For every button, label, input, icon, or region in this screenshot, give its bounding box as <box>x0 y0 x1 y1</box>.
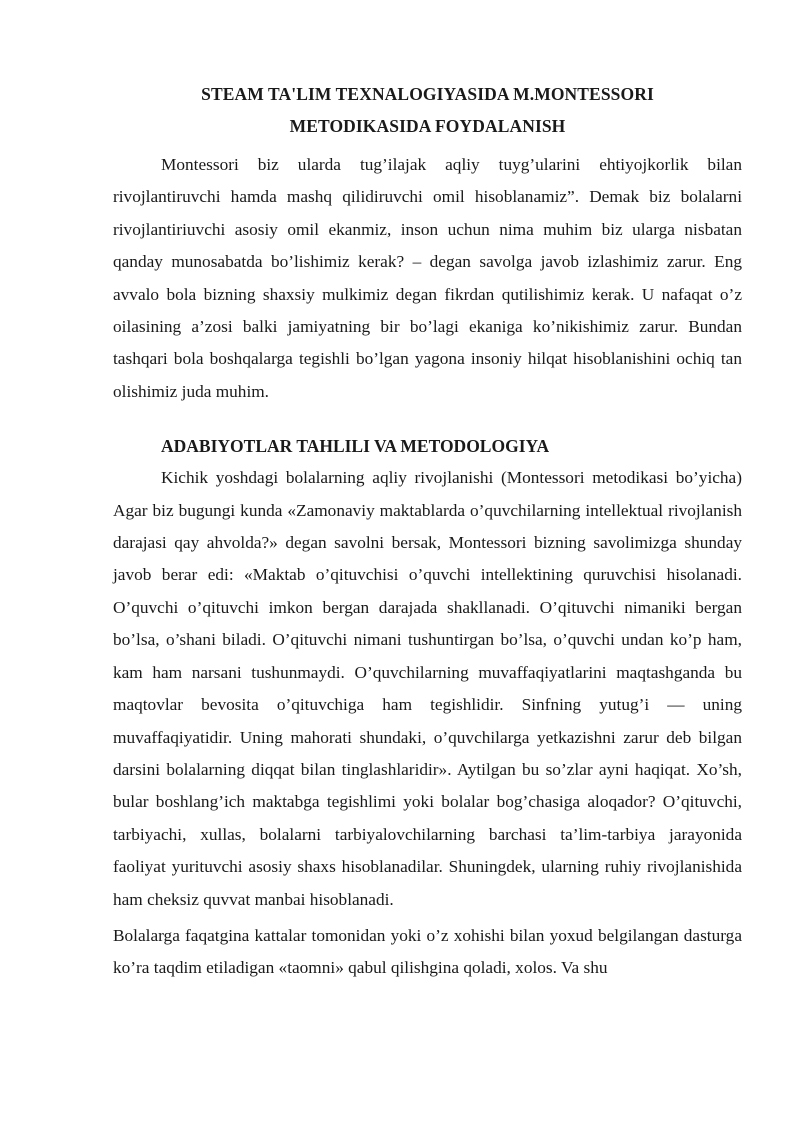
paragraph-intro: Montessori biz ularda tug’ilajak aqliy tuyg’ularini ehtiyojkorlik bilan rivojlantiruvchi hamda mashq qilidiruvchi omil hisoblanamiz”. Demak biz bolalarni rivojlantiriuvchi asosiy omil ekanmiz, inson uchun nima muhim biz ularga nisbatan qanday munosabatda bo’lishimiz kerak? – degan savolga javob izlashimiz zarur. Eng avvalo bola bizning shaxsiy mulkimiz degan fikrdan qutilishimiz kerak. U nafaqat o’z oilasining a’zosi balki jamiyatning bir bo’lagi ekaniga ko’nikishimiz zarur. Bundan tashqari bola boshqalarga tegishli bo’lgan yagona insoniy hilqat hisoblanishini ochiq tan olishimiz juda muhim. <box>113 155 742 401</box>
document-title <box>113 78 742 142</box>
title-line-1: STEAM TA'LIM TEXNALOGIYASIDA M.MONTESSORI <box>201 84 654 104</box>
paragraph-continuation: Bolalarga faqatgina kattalar tomonidan yoki o’z xohishi bilan yoxud belgilangan dasturga ko’ra taqdim etiladigan «taomni» qabul qilishgina qoladi, xolos. Va shu <box>113 925 742 978</box>
title-line-2: METODIKASIDA FOYDALANISH <box>289 116 566 136</box>
section-heading-literature: ADABIYOTLAR TAHLILI VA METODOLOGIYA <box>161 436 550 457</box>
paragraph-literature: Kichik yoshdagi bolalarning aqliy rivojlanishi (Montessori metodikasi bo’yicha) Agar biz bugungi kunda «Zamonaviy maktablarda o’quvchilarning intellektual rivojlanish darajasi qay ahvolda?» degan savolni bersak, Montessori bizning savolimizga shunday javob berar edi: «Maktab o’qituvchisi o’quvchi intellektining quruvchisi hisolanadi. O’quvchi o’qituvchi imkon bergan darajada shakllanadi. O’qituvchi nimaniki bergan bo’lsa, o’shani biladi. O’qituvchi nimani tushuntirgan bo’lsa, o’quvchi undan ko’p ham, kam ham narsani tushunmaydi. O’quvchilarning muvaffaqiyatlarini maqtashganda bu maqtovlar bevosita o’qituvchiga ham tegishlidir. Sinfning yutug’i — uning muvaffaqiyatidir. Uning mahorati shundaki, o’quvchilarga yetkazishni zarur deb bilgan darsini bolalarning diqqat bilan tinglashlaridir». Aytilgan bu so’zlar ayni haqiqat. Xo’sh, bular boshlang’ich maktabga tegishlimi yoki bolalar bog’chasiga aloqador? O’qituvchi, tarbiyachi, xullas, bolalarni tarbiyalovchilarning barchasi ta’lim-tarbiya jarayonida faoliyat yurituvchi asosiy shaxs hisoblanadilar. Shuningdek, ularning ruhiy rivojlanishida ham cheksiz quvvat manbai hisoblanadi. <box>113 468 742 909</box>
